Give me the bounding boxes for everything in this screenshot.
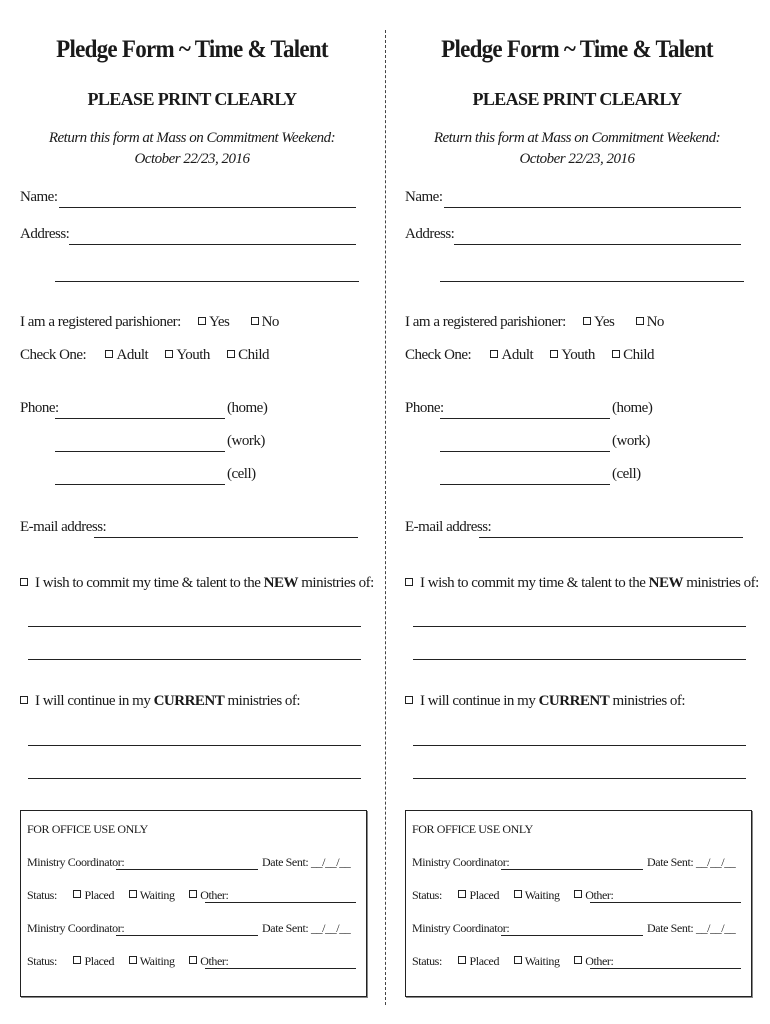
adult-option[interactable]: Adult	[490, 347, 533, 364]
checkbox-icon[interactable]	[574, 890, 582, 898]
phone-cell-field[interactable]	[440, 484, 610, 485]
parishioner-row	[405, 314, 664, 331]
office-use-box	[405, 810, 752, 997]
pledge-form-left	[12, 0, 372, 1024]
date-sent-row: Date Sent: __/__/__	[262, 855, 351, 869]
cut-line	[385, 30, 386, 1005]
coordinator-field[interactable]	[501, 869, 643, 870]
checkbox-icon[interactable]	[612, 350, 620, 358]
checkbox-icon[interactable]	[129, 956, 137, 964]
return-instructions: Return this form at Mass on Commitment Weekend:	[48, 130, 336, 146]
checkbox-icon[interactable]	[583, 317, 591, 325]
coordinator-field[interactable]	[116, 935, 258, 936]
other-option[interactable]: Other:	[574, 888, 613, 902]
address-label: Address:	[20, 226, 70, 242]
status-row: Status: Placed Waiting Other:	[412, 888, 614, 902]
phone-label: Phone:	[20, 400, 59, 416]
coordinator-field[interactable]	[116, 869, 258, 870]
office-heading: FOR OFFICE USE ONLY	[27, 822, 148, 836]
checkbox-icon[interactable]	[574, 956, 582, 964]
checkbox-icon[interactable]	[73, 956, 81, 964]
checkbox-icon[interactable]	[20, 696, 28, 704]
phone-work-label: (work)	[227, 433, 265, 449]
adult-option[interactable]: Adult	[105, 347, 148, 364]
current-ministries-line2[interactable]	[28, 778, 361, 779]
parishioner-row	[20, 314, 279, 331]
check-one-label: Check One:	[405, 347, 472, 363]
coordinator-label: Ministry Coordinator:	[412, 855, 510, 869]
office-use-box	[20, 810, 367, 997]
date-sent-field[interactable]: __/__/__	[310, 855, 351, 869]
checkbox-icon[interactable]	[514, 956, 522, 964]
child-option[interactable]: Child	[227, 347, 269, 364]
checkbox-icon[interactable]	[105, 350, 113, 358]
phone-work-field[interactable]	[55, 451, 225, 452]
checkbox-icon[interactable]	[458, 890, 466, 898]
new-ministries-line2[interactable]	[28, 659, 361, 660]
other-option[interactable]: Other:	[189, 888, 228, 902]
coordinator-field[interactable]	[501, 935, 643, 936]
other-field[interactable]	[590, 968, 741, 969]
checkbox-icon[interactable]	[73, 890, 81, 898]
phone-cell-label: (cell)	[227, 466, 256, 482]
placed-option[interactable]: Placed	[458, 954, 499, 968]
checkbox-icon[interactable]	[490, 350, 498, 358]
phone-work-label: (work)	[612, 433, 650, 449]
placed-option[interactable]: Placed	[73, 888, 114, 902]
phone-cell-label: (cell)	[612, 466, 641, 482]
checkbox-icon[interactable]	[129, 890, 137, 898]
name-label: Name:	[405, 189, 443, 205]
parishioner-label: I am a registered parishioner:	[405, 314, 566, 330]
other-field[interactable]	[590, 902, 741, 903]
placed-option[interactable]: Placed	[73, 954, 114, 968]
return-date: October 22/23, 2016	[134, 151, 250, 167]
waiting-option[interactable]: Waiting	[129, 888, 175, 902]
waiting-option[interactable]: Waiting	[514, 954, 560, 968]
phone-cell-field[interactable]	[55, 484, 225, 485]
new-ministries-line1[interactable]	[28, 626, 361, 627]
checkbox-icon[interactable]	[189, 890, 197, 898]
current-ministries-line1[interactable]	[413, 745, 746, 746]
other-field[interactable]	[205, 968, 356, 969]
status-row: Status: Placed Waiting Other:	[27, 888, 229, 902]
pledge-form-right	[397, 0, 757, 1024]
address-label: Address:	[405, 226, 455, 242]
date-sent-field[interactable]: __/__/__	[310, 921, 351, 935]
checkbox-icon[interactable]	[227, 350, 235, 358]
email-field[interactable]	[479, 537, 743, 538]
coordinator-label: Ministry Coordinator:	[412, 921, 510, 935]
check-one-row	[405, 347, 654, 364]
checkbox-icon[interactable]	[514, 890, 522, 898]
name-label: Name:	[20, 189, 58, 205]
email-label: E-mail address:	[20, 519, 107, 535]
form-subtitle: PLEASE PRINT CLEARLY	[87, 89, 297, 109]
phone-home-field[interactable]	[55, 418, 225, 419]
checkbox-icon[interactable]	[189, 956, 197, 964]
checkbox-icon[interactable]	[198, 317, 206, 325]
other-option[interactable]: Other:	[189, 954, 228, 968]
phone-work-field[interactable]	[440, 451, 610, 452]
checkbox-icon[interactable]	[636, 317, 644, 325]
checkbox-icon[interactable]	[405, 578, 413, 586]
current-ministries-row: I will continue in my CURRENT ministries of:	[20, 693, 300, 710]
parishioner-yes-option[interactable]: Yes	[198, 314, 229, 331]
new-ministries-row: I wish to commit my time & talent to the NEW ministries of:	[405, 575, 759, 592]
address-field-line1[interactable]	[454, 244, 741, 245]
new-ministries-line2[interactable]	[413, 659, 746, 660]
other-option[interactable]: Other:	[574, 954, 613, 968]
checkbox-icon[interactable]	[405, 696, 413, 704]
new-ministries-row: I wish to commit my time & talent to the NEW ministries of:	[20, 575, 374, 592]
return-date: October 22/23, 2016	[519, 151, 635, 167]
phone-home-field[interactable]	[440, 418, 610, 419]
status-row: Status: Placed Waiting Other:	[412, 954, 614, 968]
email-field[interactable]	[94, 537, 358, 538]
phone-label: Phone:	[405, 400, 444, 416]
date-sent-row: Date Sent: __/__/__	[262, 921, 351, 935]
coordinator-label: Ministry Coordinator:	[27, 855, 125, 869]
parishioner-no-option[interactable]: No	[251, 314, 279, 331]
checkbox-icon[interactable]	[20, 578, 28, 586]
address-field-line2[interactable]	[55, 281, 359, 282]
current-ministries-line2[interactable]	[413, 778, 746, 779]
form-title: Pledge Form ~ Time & Talent	[441, 36, 713, 63]
waiting-option[interactable]: Waiting	[514, 888, 560, 902]
youth-option[interactable]: Youth	[550, 347, 595, 364]
status-row: Status: Placed Waiting Other:	[27, 954, 229, 968]
date-sent-row: Date Sent: __/__/__	[647, 921, 736, 935]
form-subtitle: PLEASE PRINT CLEARLY	[472, 89, 682, 109]
address-field-line1[interactable]	[69, 244, 356, 245]
date-sent-row: Date Sent: __/__/__	[647, 855, 736, 869]
checkbox-icon[interactable]	[165, 350, 173, 358]
checkbox-icon[interactable]	[458, 956, 466, 964]
check-one-row	[20, 347, 269, 364]
phone-home-label: (home)	[612, 400, 653, 416]
date-sent-field[interactable]: __/__/__	[695, 921, 736, 935]
child-option[interactable]: Child	[612, 347, 654, 364]
office-heading: FOR OFFICE USE ONLY	[412, 822, 533, 836]
address-field-line2[interactable]	[440, 281, 744, 282]
current-ministries-row: I will continue in my CURRENT ministries of:	[405, 693, 685, 710]
name-field[interactable]	[59, 207, 356, 208]
new-ministries-line1[interactable]	[413, 626, 746, 627]
form-title: Pledge Form ~ Time & Talent	[56, 36, 328, 63]
parishioner-label: I am a registered parishioner:	[20, 314, 181, 330]
return-instructions: Return this form at Mass on Commitment Weekend:	[433, 130, 721, 146]
checkbox-icon[interactable]	[251, 317, 259, 325]
phone-home-label: (home)	[227, 400, 268, 416]
current-ministries-line1[interactable]	[28, 745, 361, 746]
placed-option[interactable]: Placed	[458, 888, 499, 902]
parishioner-no-option[interactable]: No	[636, 314, 664, 331]
coordinator-label: Ministry Coordinator:	[27, 921, 125, 935]
name-field[interactable]	[444, 207, 741, 208]
checkbox-icon[interactable]	[550, 350, 558, 358]
date-sent-field[interactable]: __/__/__	[695, 855, 736, 869]
waiting-option[interactable]: Waiting	[129, 954, 175, 968]
check-one-label: Check One:	[20, 347, 87, 363]
parishioner-yes-option[interactable]: Yes	[583, 314, 614, 331]
youth-option[interactable]: Youth	[165, 347, 210, 364]
email-label: E-mail address:	[405, 519, 492, 535]
other-field[interactable]	[205, 902, 356, 903]
